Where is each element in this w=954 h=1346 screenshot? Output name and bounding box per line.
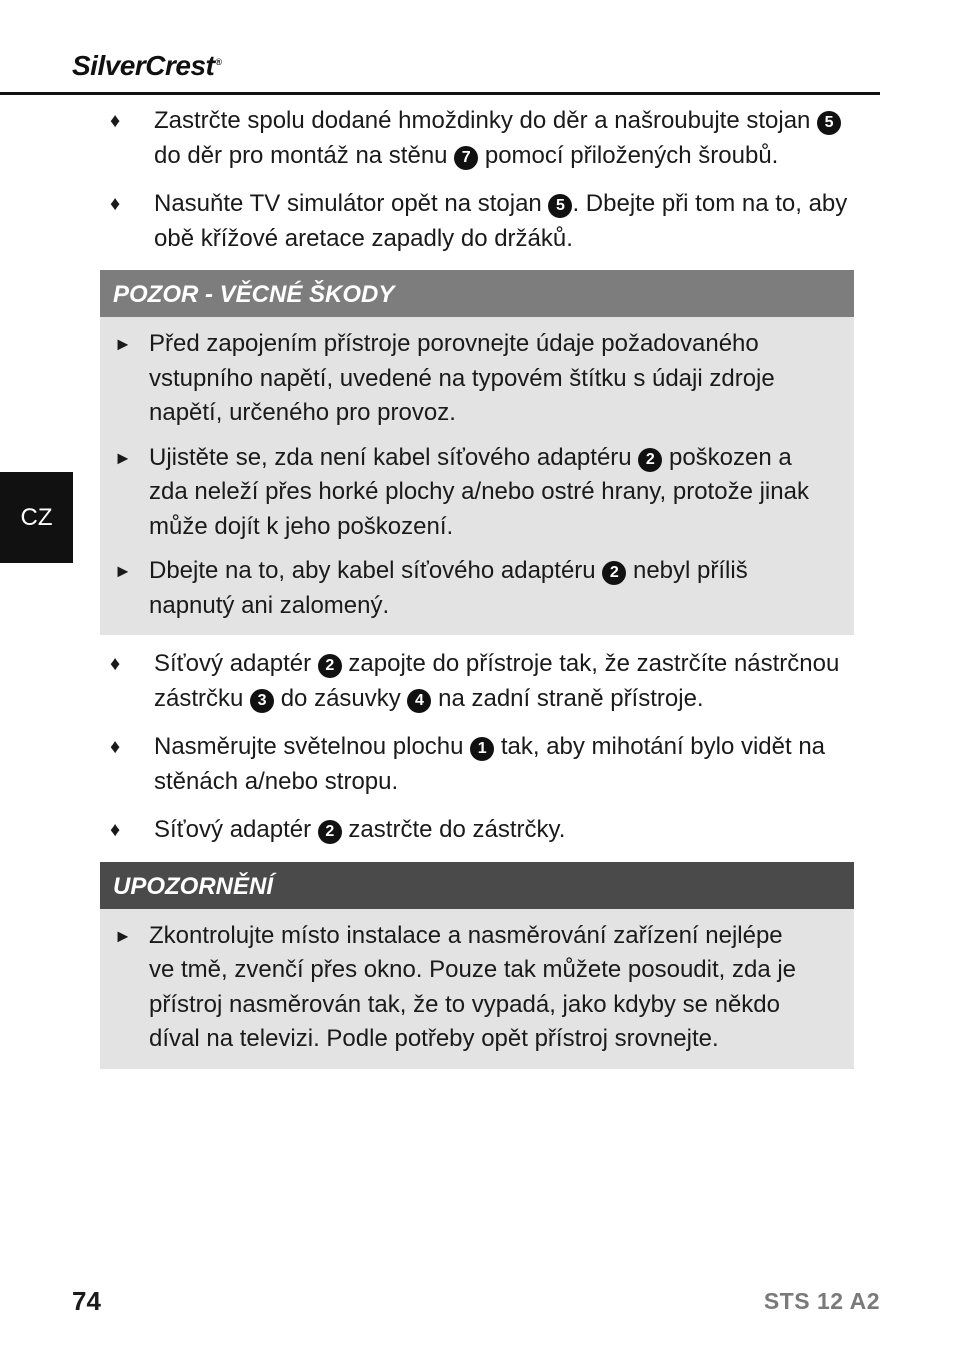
page-number: 74 [72, 1286, 101, 1316]
instruction-step [100, 813, 854, 848]
warning-item [100, 327, 814, 431]
part-number-badge: 4 [407, 689, 431, 713]
warning-item [100, 441, 814, 545]
text-run: pomocí přiložených šroubů. [478, 141, 779, 169]
text-run: Zkontrolujte místo instalace a nasměrování zařízení nejlépe ve tmě, zvenčí přes okno. Pouze tak můžete posoudit, zda je přístroj nasměrován tak, že to vypadá, jako kdyby se někdo díval na televizi. Podle potřeby opět přístroj srovnejte. [149, 921, 797, 1052]
text-run: zastrčte do zástrčky. [341, 816, 566, 843]
language-tab: CZ [0, 472, 73, 563]
text-run: Dbejte na to, aby kabel síťového adaptéru [149, 557, 603, 584]
instruction-step [100, 187, 854, 256]
steps-top [100, 104, 854, 256]
text-run: Ujistěte se, zda není kabel síťového adaptéru [149, 443, 639, 471]
notice-body [100, 909, 854, 1069]
arrow-bullet-icon: ► [114, 334, 132, 354]
diamond-bullet-icon: ♦ [110, 819, 121, 841]
diamond-bullet-icon: ♦ [110, 653, 121, 675]
brand-logo [72, 50, 222, 82]
text-run: Síťový adaptér [154, 816, 318, 843]
part-number-badge: 5 [548, 194, 572, 218]
steps-mid [100, 647, 854, 848]
text-run: Síťový adaptér [154, 650, 318, 677]
part-number-badge: 2 [318, 820, 342, 844]
part-number-badge: 2 [602, 561, 626, 585]
part-number-badge: 2 [318, 654, 342, 678]
model-number: STS 12 A2 [763, 1288, 880, 1314]
caution-title: POZOR - VĚCNÉ ŠKODY [100, 270, 854, 317]
text-run: do zásuvky [274, 684, 408, 712]
text-run: poškozen a zda neleží přes horké plochy a/nebo ostré hrany, protože jinak může dojít k jeho poškození. [149, 443, 809, 540]
part-number-badge: 7 [454, 146, 478, 170]
text-run: Nasměrujte světelnou plochu [154, 733, 471, 760]
text-run: Před zapojením přístroje porovnejte údaje požadovaného vstupního napětí, uvedené na typovém štítku s údaji zdroje napětí, určeného pro provoz. [149, 330, 775, 426]
notice-title: UPOZORNĚNÍ [100, 862, 854, 909]
caution-body [100, 317, 854, 635]
warning-item [100, 919, 814, 1057]
header-rule [0, 92, 880, 95]
page-content [100, 104, 854, 1081]
text-run: na zadní straně přístroje. [431, 684, 704, 712]
text-run: do děr pro montáž na stěnu [154, 141, 455, 169]
part-number-badge: 1 [470, 737, 494, 761]
diamond-bullet-icon: ♦ [110, 736, 121, 758]
trademark-mark: ® [215, 56, 222, 67]
brand-name: SilverCrest [72, 50, 215, 81]
text-run: tak, aby mihotání bylo vidět na stěnách a/nebo stropu. [154, 733, 826, 795]
arrow-bullet-icon: ► [114, 561, 132, 581]
part-number-badge: 3 [250, 689, 274, 713]
arrow-bullet-icon: ► [114, 447, 132, 468]
notice-box [100, 862, 854, 1069]
diamond-bullet-icon: ♦ [110, 110, 121, 132]
text-run: Zastrčte spolu dodané hmoždinky do děr a našroubujte stojan [154, 107, 818, 134]
arrow-bullet-icon: ► [114, 925, 132, 946]
text-run: Nasuňte TV simulátor opět na stojan [154, 190, 549, 217]
part-number-badge: 5 [817, 111, 841, 135]
text-run: zapojte do přístroje tak, že zastrčíte nástrčnou zástrčku [154, 650, 840, 712]
instruction-step [100, 647, 854, 716]
text-run: nebyl příliš napnutý ani zalomený. [149, 557, 748, 619]
caution-box [100, 270, 854, 635]
diamond-bullet-icon: ♦ [110, 193, 121, 215]
text-run: . Dbejte při tom na to, aby obě křížové aretace zapadly do držáků. [154, 190, 848, 252]
instruction-step [100, 730, 854, 799]
warning-item [100, 554, 814, 623]
part-number-badge: 2 [638, 448, 662, 472]
instruction-step [100, 104, 854, 173]
